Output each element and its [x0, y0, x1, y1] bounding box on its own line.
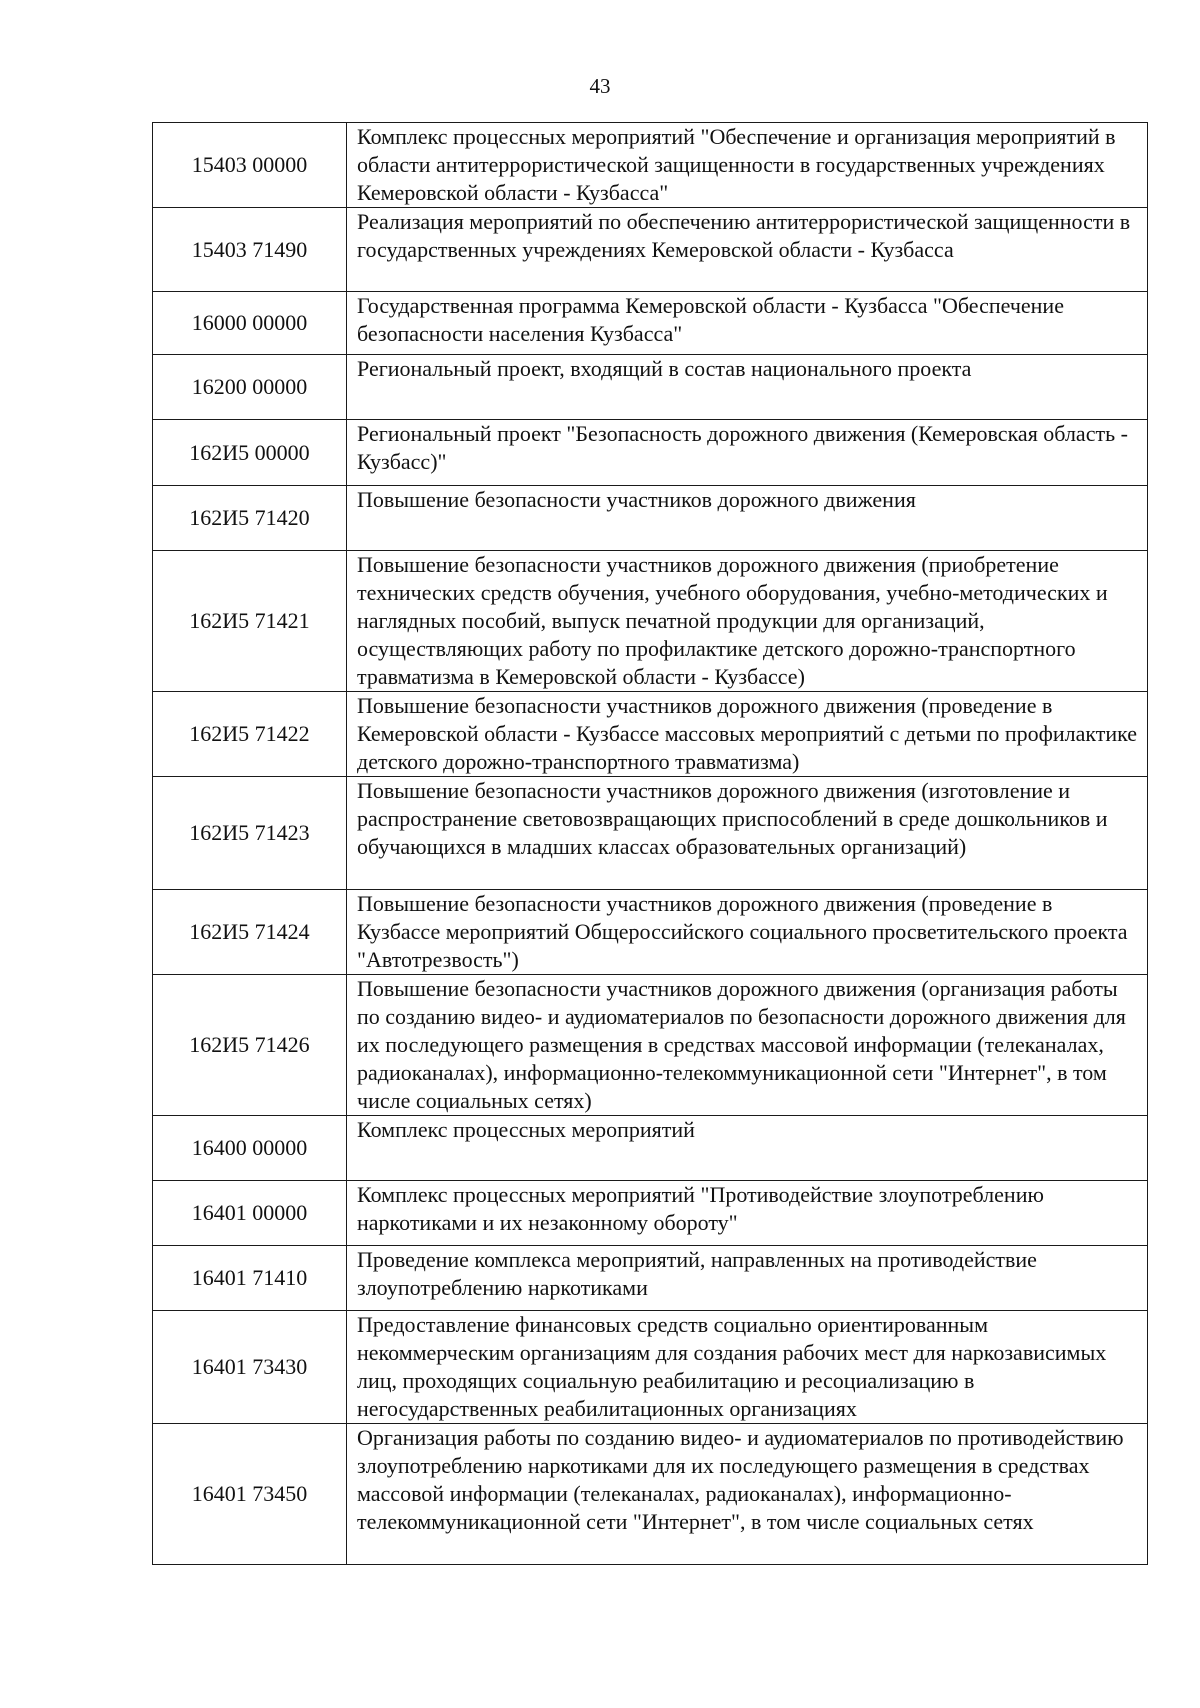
- table-row: [153, 486, 1148, 551]
- row-code: 16200 00000: [153, 355, 347, 420]
- row-code: 16401 73450: [153, 1424, 347, 1565]
- page-number: 43: [589, 74, 611, 98]
- row-code: 16000 00000: [153, 292, 347, 355]
- table-row: [153, 355, 1148, 420]
- row-description: Предоставление финансовых средств социально ориентированным некоммерческим организациям для создания рабочих мест для наркозависимых лиц, проходящих социальную реабилитацию и ресоциализацию в негосударственных реабилитационных организациях: [347, 1311, 1148, 1424]
- table-row: [153, 1246, 1148, 1311]
- table-row: [153, 551, 1148, 692]
- row-description: Реализация мероприятий по обеспечению антитеррористической защищенности в государственных учреждениях Кемеровской области - Кузбасса: [347, 208, 1148, 292]
- row-description: Проведение комплекса мероприятий, направленных на противодействие злоупотреблению наркотиками: [347, 1246, 1148, 1311]
- table-row: [153, 1311, 1148, 1424]
- table-row: [153, 420, 1148, 486]
- row-code: 162И5 71422: [153, 692, 347, 777]
- table-row: [153, 1424, 1148, 1565]
- row-code: 16401 00000: [153, 1181, 347, 1246]
- row-description: Повышение безопасности участников дорожного движения (приобретение технических средств обучения, учебного оборудования, учебно-методических и наглядных пособий, выпуск печатной продукции для организаций, осуществляющих работу по профилактике детского дорожно-транспортного травматизма в Кемеровской области - Кузбассе): [347, 551, 1148, 692]
- row-description: Региональный проект, входящий в состав национального проекта: [347, 355, 1148, 420]
- row-description: Повышение безопасности участников дорожного движения (проведение в Кузбассе мероприятий Общероссийского социального просветительского проекта "Автотрезвость"): [347, 890, 1148, 975]
- table-row: [153, 123, 1148, 208]
- row-description: Повышение безопасности участников дорожного движения: [347, 486, 1148, 551]
- row-code: 162И5 71423: [153, 777, 347, 890]
- row-description: Региональный проект "Безопасность дорожного движения (Кемеровская область - Кузбасс)": [347, 420, 1148, 486]
- row-code: 15403 00000: [153, 123, 347, 208]
- budget-classification-table: [152, 122, 1148, 1565]
- table-row: [153, 208, 1148, 292]
- table-row: [153, 777, 1148, 890]
- row-code: 16400 00000: [153, 1116, 347, 1181]
- row-code: 16401 73430: [153, 1311, 347, 1424]
- row-code: 16401 71410: [153, 1246, 347, 1311]
- row-description: Комплекс процессных мероприятий "Обеспечение и организация мероприятий в области антитеррористической защищенности в государственных учреждениях Кемеровской области - Кузбасса": [347, 123, 1148, 208]
- table-row: [153, 692, 1148, 777]
- row-code: 162И5 71420: [153, 486, 347, 551]
- row-code: 162И5 71421: [153, 551, 347, 692]
- row-description: Повышение безопасности участников дорожного движения (изготовление и распространение световозвращающих приспособлений в среде дошкольников и обучающихся в младших классах образовательных организаций): [347, 777, 1148, 890]
- table-row: [153, 292, 1148, 355]
- table-row: [153, 1116, 1148, 1181]
- row-code: 162И5 71426: [153, 975, 347, 1116]
- table-row: [153, 890, 1148, 975]
- table-row: [153, 975, 1148, 1116]
- table-row: [153, 1181, 1148, 1246]
- row-description: Государственная программа Кемеровской области - Кузбасса "Обеспечение безопасности населения Кузбасса": [347, 292, 1148, 355]
- row-description: Комплекс процессных мероприятий "Противодействие злоупотреблению наркотиками и их незаконному обороту": [347, 1181, 1148, 1246]
- row-description: Комплекс процессных мероприятий: [347, 1116, 1148, 1181]
- row-description: Повышение безопасности участников дорожного движения (проведение в Кемеровской области - Кузбассе массовых мероприятий с детьми по профилактике детского дорожно-транспортного травматизма): [347, 692, 1148, 777]
- row-description: Организация работы по созданию видео- и аудиоматериалов по противодействию злоупотреблению наркотиками для их последующего размещения в средствах массовой информации (телеканалах, радиоканалах), информационно-телекоммуникационной сети "Интернет", в том числе социальных сетях: [347, 1424, 1148, 1565]
- row-code: 162И5 71424: [153, 890, 347, 975]
- row-description: Повышение безопасности участников дорожного движения (организация работы по созданию видео- и аудиоматериалов по безопасности дорожного движения для их последующего размещения в средствах массовой информации (телеканалах, радиоканалах), информационно-телекоммуникационной сети "Интернет", в том числе социальных сетях): [347, 975, 1148, 1116]
- row-code: 15403 71490: [153, 208, 347, 292]
- row-code: 162И5 00000: [153, 420, 347, 486]
